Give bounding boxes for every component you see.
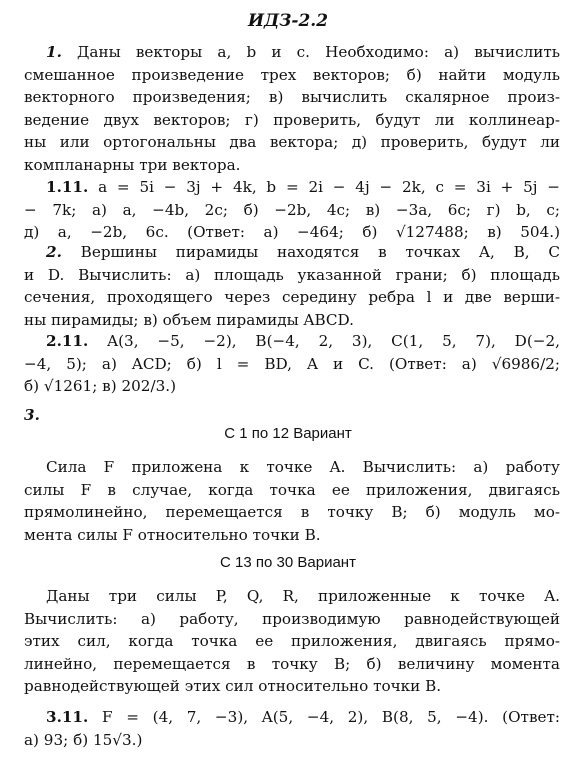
task1-statement: [24, 41, 560, 177]
task1-line-4: ведение двух векторов; г) проверить, будут ли коллинеар-: [24, 110, 560, 129]
task2-line-2: и D. Вычислить: а) площадь указанной грани; б) площадь: [24, 265, 560, 284]
task1-variant-line-1: 1.11. a = 5i − 3j + 4k, b = 2i − 4j − 2k, c = 3i + 5j −: [46, 178, 560, 196]
task2-number: 2.: [46, 243, 62, 261]
task1-line-5: ны или ортогональны два вектора; д) проверить, будут ли: [24, 133, 560, 152]
task1-line-6: компланарны три вектора.: [24, 155, 241, 174]
task3a-line-2: силы F в случае, когда точка ее приложения, двигаясь: [24, 480, 560, 499]
task2-variant-line-2: −4, 5); а) ACD; б) l = BD, A и C. (Ответ: а) √6986/2;: [24, 354, 560, 373]
variant-range-heading-1: С 1 по 12 Вариант: [224, 425, 352, 442]
task3-variant-line-1: 3.11. F = (4, 7, −3), A(5, −4, 2), B(8, 5, −4). (Ответ:: [46, 708, 560, 726]
task3b-line-5: равнодействующей этих сил относительно точки B.: [24, 677, 442, 696]
task2-variant-number: 2.11.: [46, 332, 89, 350]
task3-text-a: [24, 456, 560, 546]
task2-statement: [24, 241, 560, 331]
task3a-line-4: мента силы F относительно точки B.: [24, 525, 321, 544]
task3a-line-3: прямолинейно, перемещается в точку B; б) модуль мо-: [24, 503, 560, 522]
task3-number: 3.: [24, 406, 40, 424]
task2-line-1: 2. Вершины пирамиды находятся в точках A, B, C: [46, 243, 560, 261]
task1-variant-line-2: − 7k; а) a, −4b, 2c; б) −2b, 4c; в) −3a, 6c; г) b, c;: [24, 200, 560, 219]
task1-variant: [24, 176, 560, 244]
task1-line-1: 1. Даны векторы a, b и c. Необходимо: а) вычислить: [46, 43, 561, 61]
task3-variant-number: 3.11.: [46, 708, 89, 726]
task2-line-4: ны пирамиды; в) объем пирамиды ABCD.: [24, 310, 354, 329]
document-title: ИДЗ-2.2: [247, 11, 329, 31]
variant-range-heading-2: С 13 по 30 Вариант: [220, 554, 356, 571]
task2-variant: [24, 330, 560, 398]
task3a-line-1: Сила F приложена к точке A. Вычислить: а) работу: [46, 458, 560, 476]
task1-line-3: векторного произведения; в) вычислить скалярное произ-: [24, 88, 560, 107]
task1-variant-number: 1.11.: [46, 178, 89, 196]
task2-variant-line-1: 2.11. A(3, −5, −2), B(−4, 2, 3), C(1, 5, 7), D(−2,: [46, 332, 560, 350]
task3b-line-3: этих сил, когда точка ее приложения, двигаясь прямо-: [24, 632, 560, 651]
task1-number: 1.: [46, 43, 62, 61]
task3-variant: [24, 706, 560, 751]
task3b-line-1: Даны три силы P, Q, R, приложенные к точке A.: [46, 587, 560, 605]
task3-variant-line-2: а) 93; б) 15√3.): [24, 730, 143, 749]
task2-line-3: сечения, проходящего через середину ребра l и две верши-: [24, 288, 560, 307]
task2-variant-line-3: б) √1261; в) 202/3.): [24, 377, 176, 396]
task1-line-2: смешанное произведение трех векторов; б) найти модуль: [24, 65, 560, 84]
task1-variant-line-3: д) a, −2b, 6c. (Ответ: а) −464; б) √127488; в) 504.): [24, 223, 560, 242]
task3b-line-2: Вычислить: а) работу, производимую равнодействующей: [24, 609, 560, 628]
task3b-line-4: линейно, перемещается в точку B; б) величину момента: [24, 654, 560, 673]
task3-text-b: [24, 585, 560, 698]
